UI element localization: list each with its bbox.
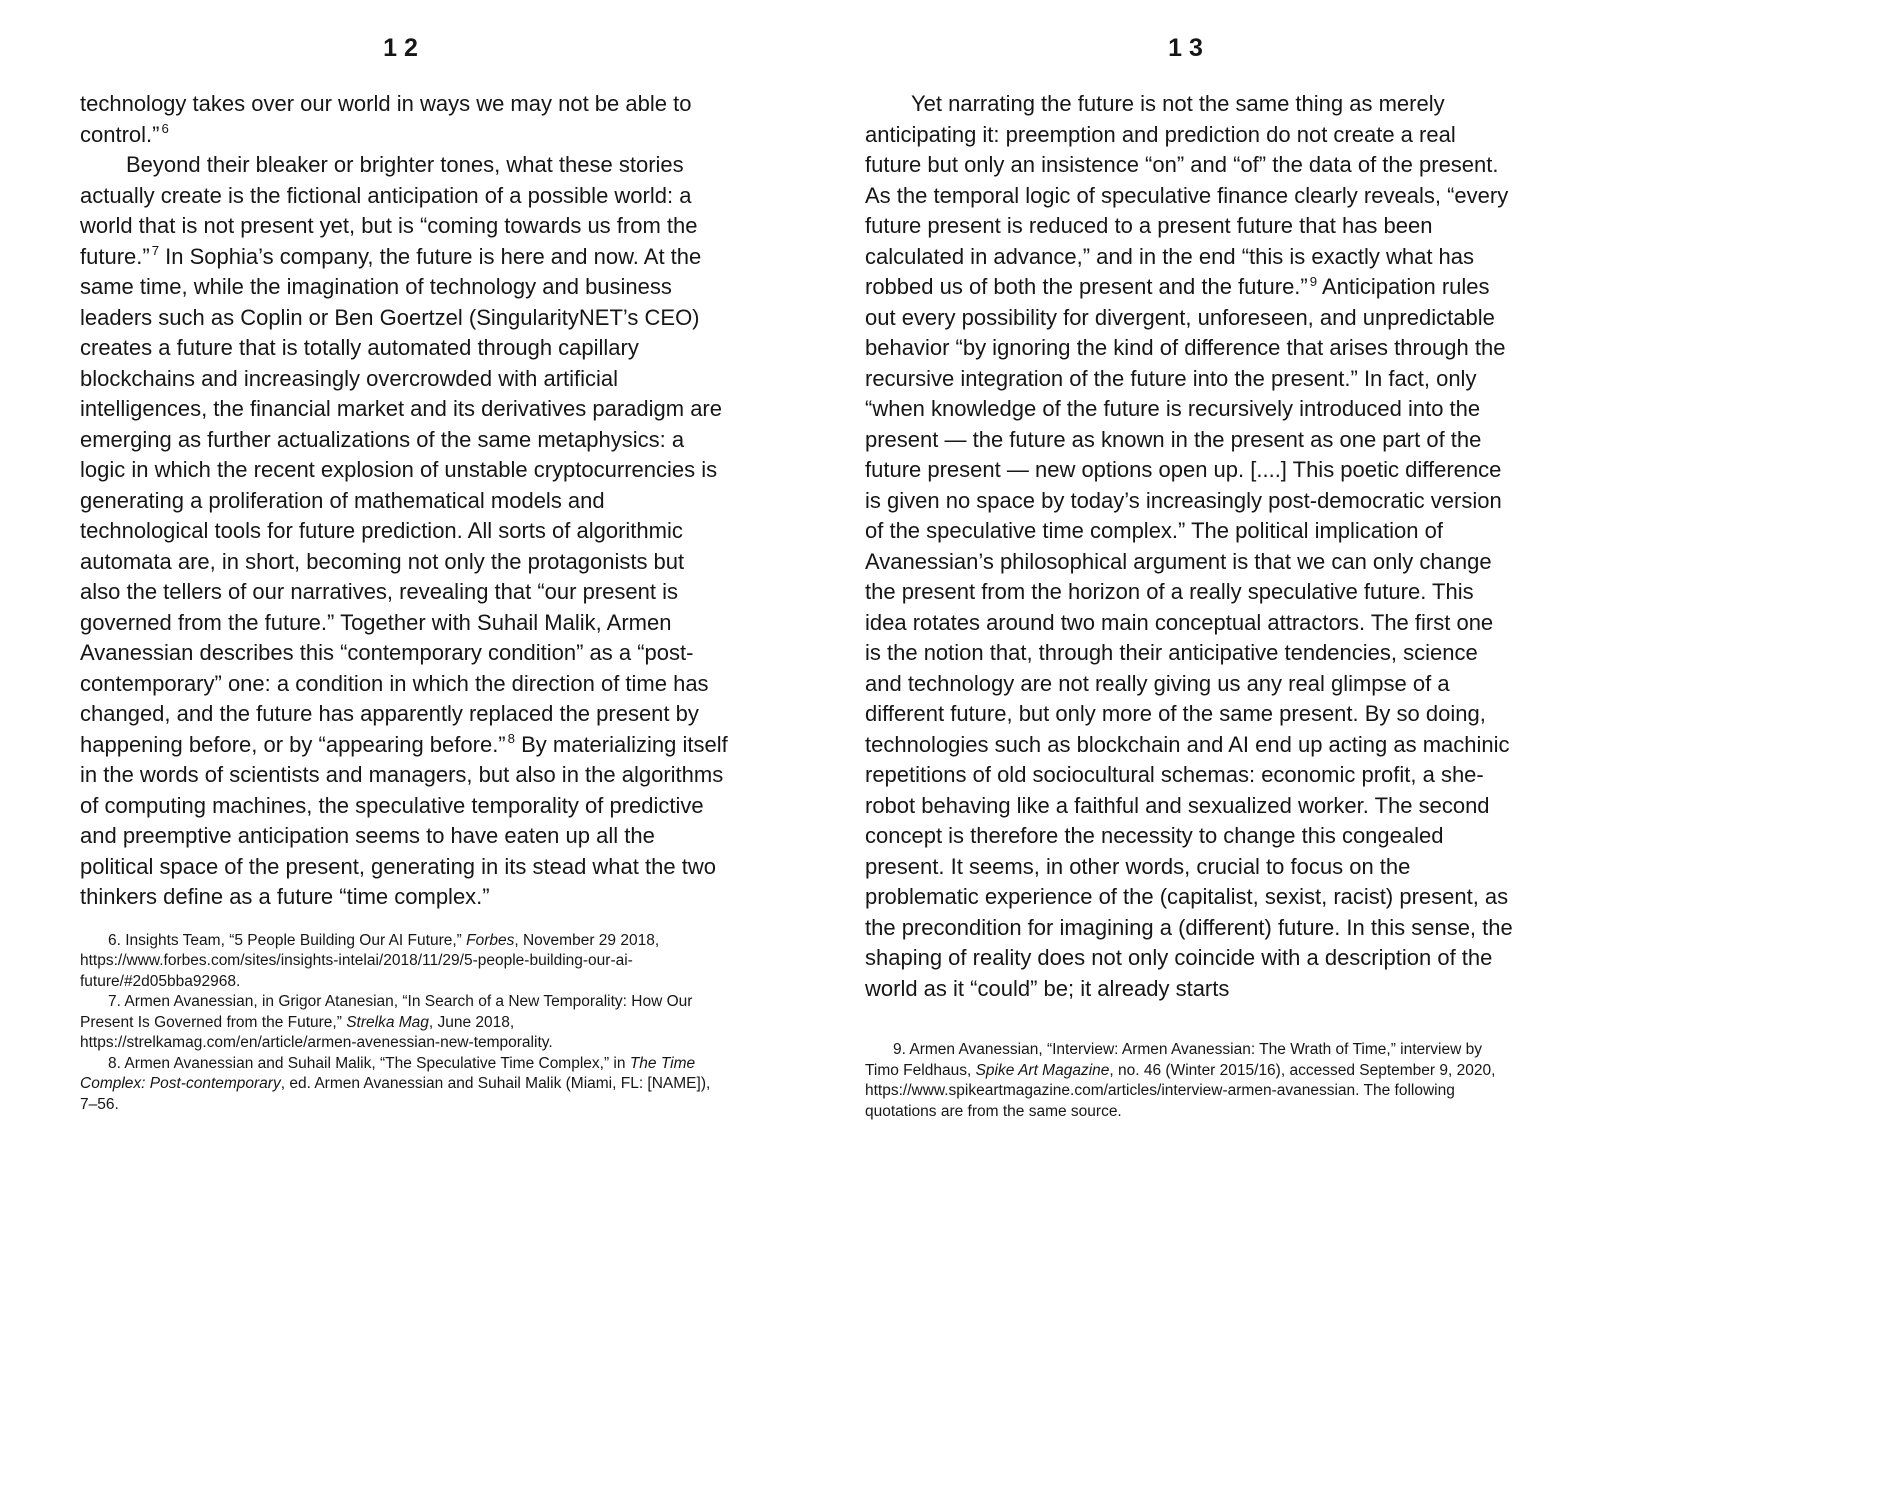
text-segment: Anticipation rules out every possibility for divergent, unforeseen, and unpredictable behavior “by ignoring the kind of difference that arises through the recursive integration of the future into the present.” In fact, only “when knowledge of the future is recursively introduced into the present — the future as known in the present as one part of the future present — new options open up. [....] This poetic difference is given no space by today’s increasingly post-democratic version of the speculative time complex.” The political implication of Avanessian’s philosophical argument is that we can only change the present from the horizon of a really speculative future. This idea rotates around two main conceptual attractors. The first one is the notion that, through their anticipative tendencies, science and technology are not really giving us any real glimpse of a different future, but only more of the same present. By so doing, technologies such as blockchain and AI end up acting as machinic repetitions of old sociocultural schemas: economic profit, a she-robot behaving like a faithful and sexualized worker. The second concept is therefore the necessity to change this congealed present. It seems, in other words, crucial to focus on the problematic experience of the (capitalist, sexist, racist) present, as the precondition for imagining a (different) future. In this sense, the shaping of reality does not only coincide with a description of the world as it “could” be; it already starts — [865, 274, 1513, 1001]
paragraph — [80, 931, 728, 993]
body-text-right — [865, 89, 1513, 1004]
footnote-reference: 8 — [507, 731, 515, 747]
italic-text: Forbes — [466, 931, 515, 949]
text-segment: Yet narrating the future is not the same thing as merely anticipating it: preemption and prediction do not create a real future but only an insistence “on” and “of” the data of the present. As the temporal logic of speculative finance clearly reveals, “every future present is reduced to a present future that has been calculated in advance,” and in the end “this is exactly what has robbed us of both the present and the future.” — [865, 91, 1509, 299]
footnote-reference: 6 — [161, 121, 169, 137]
text-segment: , November 29 2018, https://www.forbes.com/sites/insights-intelai/2018/11/29/5-people-building-our-ai-future/#2d05bba92968. — [80, 931, 660, 990]
text-segment: Beyond their bleaker or brighter tones, what these stories actually create is the fictional anticipation of a possible world: a world that is not present yet, but is “coming towards us from the future.” — [80, 152, 698, 269]
footnotes-left — [80, 931, 728, 1116]
text-segment: , June 2018, https://strelkamag.com/en/article/armen-avenessian-new-temporality. — [80, 1013, 553, 1051]
page-12 — [80, 0, 728, 1115]
paragraph — [80, 150, 728, 913]
footnote-reference: 7 — [151, 243, 160, 259]
paragraph — [80, 89, 728, 150]
page-number-right: 13 — [1168, 34, 1210, 62]
page-number-left: 12 — [383, 34, 425, 62]
paragraph — [80, 1054, 728, 1116]
text-segment: 7. Armen Avanessian, in Grigor Atanesian, “In Search of a New Temporality: How Our Present Is Governed from the Future,” — [80, 993, 693, 1031]
italic-text: Spike Art Magazine — [975, 1061, 1110, 1079]
text-segment: , no. 46 (Winter 2015/16), accessed September 9, 2020, https://www.spikeartmagazine.com/articles/interview-armen-avanessian. The following quotations are from the same source. — [865, 1061, 1496, 1120]
body-text-left — [80, 89, 728, 913]
footnote-reference: 9 — [1309, 273, 1318, 289]
paragraph — [80, 992, 728, 1054]
text-segment: In Sophia’s company, the future is here and now. At the same time, while the imagination of technology and business leaders such as Coplin or Ben Goertzel (SingularityNET’s CEO) creates a future that is totally automated through capillary blockchains and increasingly overcrowded with artificial intelligences, the financial market and its derivatives paradigm are emerging as further actualizations of the same metaphysics: a logic in which the recent explosion of unstable cryptocurrencies is generating a proliferation of mathematical models and technological tools for future prediction. All sorts of algorithmic automata are, in short, becoming not only the protagonists but also the tellers of our narratives, revealing that “our present is governed from the future.” Together with Suhail Malik, Armen Avanessian describes this “contemporary condition” as a “post-contemporary” one: a condition in which the direction of time has changed, and the future has apparently replaced the present by happening before, or by “appearing before.” — [80, 243, 722, 757]
text-segment: By materializing itself in the words of scientists and managers, but also in the algorithms of computing machines, the speculative temporality of predictive and preemptive anticipation seems to have eaten up all the political space of the present, generating in its stead what the two thinkers define as a future “time complex.” — [80, 731, 728, 909]
italic-text: Strelka Mag — [346, 1013, 429, 1031]
footnotes-right — [865, 1040, 1513, 1122]
paragraph — [865, 89, 1513, 1004]
text-segment: , ed. Armen Avanessian and Suhail Malik (Miami, FL: [NAME]), 7–56. — [80, 1075, 711, 1113]
italic-text: The Time Complex: Post-contemporary — [80, 1054, 696, 1092]
paragraph — [865, 1040, 1513, 1122]
text-segment: 9. Armen Avanessian, “Interview: Armen Avanessian: The Wrath of Time,” interview by Timo Feldhaus, — [865, 1041, 1482, 1079]
page-13 — [865, 0, 1513, 1122]
text-segment: 8. Armen Avanessian and Suhail Malik, “The Speculative Time Complex,” in — [108, 1054, 630, 1072]
text-segment: technology takes over our world in ways we may not be able to control.” — [80, 91, 692, 147]
text-segment: 6. Insights Team, “5 People Building Our AI Future,” — [108, 931, 467, 949]
